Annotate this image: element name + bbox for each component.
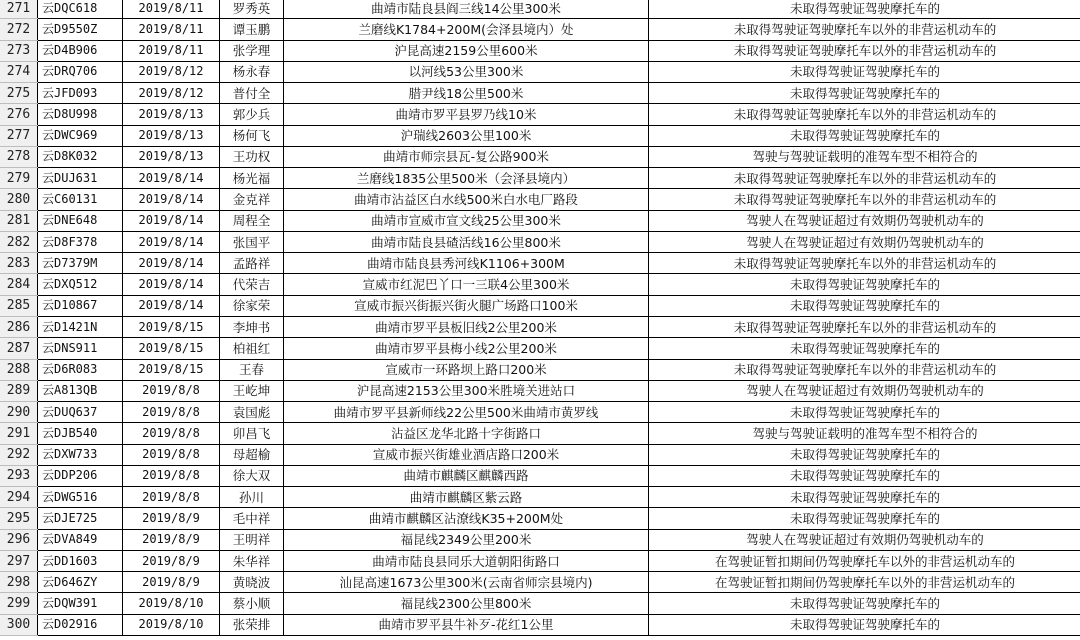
violation-cell[interactable]: 未取得驾驶证驾驶摩托车的 xyxy=(649,487,1080,508)
date-cell[interactable]: 2019/8/8 xyxy=(123,380,220,401)
location-cell[interactable]: 曲靖市罗平县新师线22公里500米曲靖市黄罗线 xyxy=(284,402,649,423)
table-row xyxy=(0,487,1080,508)
driver-name-cell[interactable]: 周程全 xyxy=(220,210,284,231)
driver-name-cell[interactable]: 徐家荣 xyxy=(220,295,284,316)
table-row xyxy=(0,125,1080,146)
date-cell[interactable]: 2019/8/15 xyxy=(123,338,220,359)
date-cell[interactable]: 2019/8/14 xyxy=(123,210,220,231)
violation-cell[interactable]: 未取得驾驶证驾驶摩托车的 xyxy=(649,614,1080,635)
row-number-cell[interactable]: 271 xyxy=(0,0,38,19)
driver-name-cell[interactable]: 母超榆 xyxy=(220,444,284,465)
row-number-cell[interactable]: 286 xyxy=(0,316,38,337)
location-cell[interactable]: 曲靖市麒麟区沾潦线K35+200M处 xyxy=(284,508,649,529)
plate-cell[interactable]: 云JFD093 xyxy=(38,83,123,104)
location-cell[interactable]: 曲靖市宣威市宣文线25公里300米 xyxy=(284,210,649,231)
driver-name-cell[interactable]: 王明祥 xyxy=(220,529,284,550)
violation-cell[interactable]: 未取得驾驶证驾驶摩托车以外的非营运机动车的 xyxy=(649,19,1080,40)
driver-name-cell[interactable]: 王春 xyxy=(220,359,284,380)
violation-cell[interactable]: 未取得驾驶证驾驶摩托车的 xyxy=(649,593,1080,614)
location-cell[interactable]: 曲靖市罗平县牛补歹-花红1公里 xyxy=(284,614,649,635)
violation-cell[interactable]: 未取得驾驶证驾驶摩托车的 xyxy=(649,0,1080,19)
driver-name-cell[interactable]: 黄晓波 xyxy=(220,572,284,593)
date-cell[interactable]: 2019/8/9 xyxy=(123,508,220,529)
violation-cell[interactable]: 未取得驾驶证驾驶摩托车的 xyxy=(649,402,1080,423)
table-row xyxy=(0,614,1080,635)
location-cell[interactable]: 曲靖市陆良县同乐大道朝阳街路口 xyxy=(284,550,649,571)
plate-cell[interactable]: 云DVA849 xyxy=(38,529,123,550)
driver-name-cell[interactable]: 张荣排 xyxy=(220,614,284,635)
plate-cell[interactable]: 云DQC618 xyxy=(38,0,123,19)
date-cell[interactable]: 2019/8/9 xyxy=(123,572,220,593)
location-cell[interactable]: 沪瑞线2603公里100米 xyxy=(284,125,649,146)
plate-cell[interactable]: 云DXW733 xyxy=(38,444,123,465)
plate-cell[interactable]: 云C60131 xyxy=(38,189,123,210)
date-cell[interactable]: 2019/8/15 xyxy=(123,359,220,380)
violation-cell[interactable]: 未取得驾驶证驾驶摩托车以外的非营运机动车的 xyxy=(649,253,1080,274)
violation-cell[interactable]: 驾驶人在驾驶证超过有效期仍驾驶机动车的 xyxy=(649,210,1080,231)
violation-cell[interactable]: 在驾驶证暂扣期间仍驾驶摩托车以外的非营运机动车的 xyxy=(649,572,1080,593)
violation-cell[interactable]: 未取得驾驶证驾驶摩托车的 xyxy=(649,465,1080,486)
row-number-cell[interactable]: 287 xyxy=(0,338,38,359)
date-cell[interactable]: 2019/8/13 xyxy=(123,125,220,146)
driver-name-cell[interactable]: 张国平 xyxy=(220,231,284,252)
plate-cell[interactable]: 云D8F378 xyxy=(38,231,123,252)
driver-name-cell[interactable]: 郭少兵 xyxy=(220,104,284,125)
violation-cell[interactable]: 驾驶人在驾驶证超过有效期仍驾驶机动车的 xyxy=(649,231,1080,252)
driver-name-cell[interactable]: 朱华祥 xyxy=(220,550,284,571)
driver-name-cell[interactable]: 金克祥 xyxy=(220,189,284,210)
violation-cell[interactable]: 未取得驾驶证驾驶摩托车的 xyxy=(649,444,1080,465)
location-cell[interactable]: 汕昆高速1673公里300米(云南省师宗县境内) xyxy=(284,572,649,593)
location-cell[interactable]: 沪昆高速2159公里600米 xyxy=(284,40,649,61)
date-cell[interactable]: 2019/8/8 xyxy=(123,423,220,444)
row-number-cell[interactable]: 293 xyxy=(0,465,38,486)
plate-cell[interactable]: 云DJB540 xyxy=(38,423,123,444)
table-row xyxy=(0,168,1080,189)
plate-cell[interactable]: 云D8K032 xyxy=(38,146,123,167)
violation-cell[interactable]: 未取得驾驶证驾驶摩托车的 xyxy=(649,338,1080,359)
row-number-cell[interactable]: 281 xyxy=(0,210,38,231)
plate-cell[interactable]: 云DNS911 xyxy=(38,338,123,359)
driver-name-cell[interactable]: 蔡小顺 xyxy=(220,593,284,614)
driver-name-cell[interactable]: 杨永春 xyxy=(220,61,284,82)
location-cell[interactable]: 曲靖市麒麟区紫云路 xyxy=(284,487,649,508)
table-row xyxy=(0,402,1080,423)
violation-cell[interactable]: 未取得驾驶证驾驶摩托车的 xyxy=(649,61,1080,82)
plate-cell[interactable]: 云D7379M xyxy=(38,253,123,274)
row-number-cell[interactable]: 297 xyxy=(0,550,38,571)
table-row xyxy=(0,550,1080,571)
row-number-cell[interactable]: 280 xyxy=(0,189,38,210)
violation-cell[interactable]: 驾驶与驾驶证载明的准驾车型不相符合的 xyxy=(649,146,1080,167)
location-cell[interactable]: 沪昆高速2153公里300米胜境关进站口 xyxy=(284,380,649,401)
violation-cell[interactable]: 未取得驾驶证驾驶摩托车以外的非营运机动车的 xyxy=(649,316,1080,337)
row-number-cell[interactable]: 295 xyxy=(0,508,38,529)
violation-cell[interactable]: 未取得驾驶证驾驶摩托车以外的非营运机动车的 xyxy=(649,359,1080,380)
violation-cell[interactable]: 未取得驾驶证驾驶摩托车以外的非营运机动车的 xyxy=(649,168,1080,189)
violation-cell[interactable]: 驾驶人在驾驶证超过有效期仍驾驶机动车的 xyxy=(649,380,1080,401)
location-cell[interactable]: 宣威市红泥巴丫口一三联4公里300米 xyxy=(284,274,649,295)
row-number-cell[interactable]: 299 xyxy=(0,593,38,614)
date-cell[interactable]: 2019/8/15 xyxy=(123,316,220,337)
row-number-cell[interactable]: 276 xyxy=(0,104,38,125)
plate-cell[interactable]: 云DQW391 xyxy=(38,593,123,614)
location-cell[interactable]: 曲靖市陆良县阎三线14公里300米 xyxy=(284,0,649,19)
plate-cell[interactable]: 云DWC969 xyxy=(38,125,123,146)
location-cell[interactable]: 沾益区龙华北路十字街路口 xyxy=(284,423,649,444)
location-cell[interactable]: 曲靖市罗平县板旧线2公里200米 xyxy=(284,316,649,337)
table-row xyxy=(0,295,1080,316)
driver-name-cell[interactable]: 李坤书 xyxy=(220,316,284,337)
row-number-cell[interactable]: 300 xyxy=(0,614,38,635)
driver-name-cell[interactable]: 代荣吉 xyxy=(220,274,284,295)
plate-cell[interactable]: 云DWG516 xyxy=(38,487,123,508)
table-row xyxy=(0,83,1080,104)
location-cell[interactable]: 曲靖市罗平县梅小线2公里200米 xyxy=(284,338,649,359)
table-row xyxy=(0,274,1080,295)
table-row xyxy=(0,359,1080,380)
plate-cell[interactable]: 云DD1603 xyxy=(38,550,123,571)
row-number-cell[interactable]: 289 xyxy=(0,380,38,401)
date-cell[interactable]: 2019/8/8 xyxy=(123,444,220,465)
row-number-cell[interactable]: 285 xyxy=(0,295,38,316)
row-number-cell[interactable]: 291 xyxy=(0,423,38,444)
violation-cell[interactable]: 未取得驾驶证驾驶摩托车的 xyxy=(649,83,1080,104)
table-row xyxy=(0,316,1080,337)
date-cell[interactable]: 2019/8/9 xyxy=(123,529,220,550)
driver-name-cell[interactable]: 孙川 xyxy=(220,487,284,508)
location-cell[interactable]: 宣威市振兴街雄业酒店路口200米 xyxy=(284,444,649,465)
row-number-cell[interactable]: 275 xyxy=(0,83,38,104)
row-number-cell[interactable]: 277 xyxy=(0,125,38,146)
plate-cell[interactable]: 云DXQ512 xyxy=(38,274,123,295)
row-number-cell[interactable]: 294 xyxy=(0,487,38,508)
violation-cell[interactable]: 未取得驾驶证驾驶摩托车的 xyxy=(649,125,1080,146)
driver-name-cell[interactable]: 普付全 xyxy=(220,83,284,104)
table-row xyxy=(0,508,1080,529)
violation-cell[interactable]: 未取得驾驶证驾驶摩托车以外的非营运机动车的 xyxy=(649,189,1080,210)
table-row xyxy=(0,529,1080,550)
row-number-cell[interactable]: 284 xyxy=(0,274,38,295)
table-row xyxy=(0,40,1080,61)
plate-cell[interactable]: 云D4B906 xyxy=(38,40,123,61)
table-row xyxy=(0,210,1080,231)
location-cell[interactable]: 宣威市一环路坝上路口200米 xyxy=(284,359,649,380)
driver-name-cell[interactable]: 孟路祥 xyxy=(220,253,284,274)
row-number-cell[interactable]: 274 xyxy=(0,61,38,82)
date-cell[interactable]: 2019/8/8 xyxy=(123,487,220,508)
location-cell[interactable]: 宣威市振兴街振兴街火腿广场路口100米 xyxy=(284,295,649,316)
driver-name-cell[interactable]: 杨何飞 xyxy=(220,125,284,146)
table-row xyxy=(0,19,1080,40)
table-row xyxy=(0,146,1080,167)
driver-name-cell[interactable]: 王屹坤 xyxy=(220,380,284,401)
table-row xyxy=(0,189,1080,210)
location-cell[interactable]: 曲靖市麒麟区麒麟西路 xyxy=(284,465,649,486)
driver-name-cell[interactable]: 罗秀英 xyxy=(220,0,284,19)
driver-name-cell[interactable]: 柏祖红 xyxy=(220,338,284,359)
table-row xyxy=(0,465,1080,486)
row-number-cell[interactable]: 282 xyxy=(0,231,38,252)
location-cell[interactable]: 曲靖市罗平县罗乃线10米 xyxy=(284,104,649,125)
driver-name-cell[interactable]: 毛中祥 xyxy=(220,508,284,529)
driver-name-cell[interactable]: 谭玉鹏 xyxy=(220,19,284,40)
date-cell[interactable]: 2019/8/14 xyxy=(123,253,220,274)
plate-cell[interactable]: 云DJE725 xyxy=(38,508,123,529)
location-cell[interactable]: 兰磨线1835公里500米（会泽县境内） xyxy=(284,168,649,189)
location-cell[interactable]: 兰磨线K1784+200M(会泽县境内）处 xyxy=(284,19,649,40)
date-cell[interactable]: 2019/8/14 xyxy=(123,168,220,189)
date-cell[interactable]: 2019/8/13 xyxy=(123,104,220,125)
location-cell[interactable]: 福昆线2300公里800米 xyxy=(284,593,649,614)
table-row xyxy=(0,572,1080,593)
date-cell[interactable]: 2019/8/13 xyxy=(123,146,220,167)
table-row xyxy=(0,61,1080,82)
date-cell[interactable]: 2019/8/11 xyxy=(123,19,220,40)
date-cell[interactable]: 2019/8/11 xyxy=(123,40,220,61)
table-row xyxy=(0,444,1080,465)
violation-cell[interactable]: 未取得驾驶证驾驶摩托车的 xyxy=(649,274,1080,295)
violation-cell[interactable]: 在驾驶证暂扣期间仍驾驶摩托车以外的非营运机动车的 xyxy=(649,550,1080,571)
plate-cell[interactable]: 云D8U998 xyxy=(38,104,123,125)
violation-cell[interactable]: 未取得驾驶证驾驶摩托车以外的非营运机动车的 xyxy=(649,40,1080,61)
row-number-cell[interactable]: 273 xyxy=(0,40,38,61)
plate-cell[interactable]: 云D10867 xyxy=(38,295,123,316)
table-row xyxy=(0,253,1080,274)
driver-name-cell[interactable]: 张学理 xyxy=(220,40,284,61)
location-cell[interactable]: 以河线53公里300米 xyxy=(284,61,649,82)
date-cell[interactable]: 2019/8/14 xyxy=(123,295,220,316)
date-cell[interactable]: 2019/8/14 xyxy=(123,231,220,252)
date-cell[interactable]: 2019/8/14 xyxy=(123,189,220,210)
row-number-cell[interactable]: 296 xyxy=(0,529,38,550)
date-cell[interactable]: 2019/8/10 xyxy=(123,593,220,614)
location-cell[interactable]: 曲靖市沾益区白水线500米白水电厂路段 xyxy=(284,189,649,210)
plate-cell[interactable]: 云DRQ706 xyxy=(38,61,123,82)
row-number-cell[interactable]: 290 xyxy=(0,402,38,423)
location-cell[interactable]: 腊尹线18公里500米 xyxy=(284,83,649,104)
plate-cell[interactable]: 云A813QB xyxy=(38,380,123,401)
row-number-cell[interactable]: 279 xyxy=(0,168,38,189)
plate-cell[interactable]: 云D646ZY xyxy=(38,572,123,593)
row-number-cell[interactable]: 283 xyxy=(0,253,38,274)
date-cell[interactable]: 2019/8/11 xyxy=(123,0,220,19)
date-cell[interactable]: 2019/8/9 xyxy=(123,550,220,571)
date-cell[interactable]: 2019/8/8 xyxy=(123,465,220,486)
table-row xyxy=(0,231,1080,252)
location-cell[interactable]: 福昆线2349公里200米 xyxy=(284,529,649,550)
driver-name-cell[interactable]: 徐大双 xyxy=(220,465,284,486)
plate-cell[interactable]: 云D1421N xyxy=(38,316,123,337)
date-cell[interactable]: 2019/8/12 xyxy=(123,61,220,82)
row-number-cell[interactable]: 272 xyxy=(0,19,38,40)
table-row xyxy=(0,423,1080,444)
violation-cell[interactable]: 未取得驾驶证驾驶摩托车的 xyxy=(649,295,1080,316)
plate-cell[interactable]: 云D6R083 xyxy=(38,359,123,380)
driver-name-cell[interactable]: 杨光福 xyxy=(220,168,284,189)
row-number-cell[interactable]: 298 xyxy=(0,572,38,593)
table-row xyxy=(0,380,1080,401)
row-number-cell[interactable]: 278 xyxy=(0,146,38,167)
location-cell[interactable]: 曲靖市陆良县碴活线16公里800米 xyxy=(284,231,649,252)
plate-cell[interactable]: 云DUQ637 xyxy=(38,402,123,423)
driver-name-cell[interactable]: 袁国彪 xyxy=(220,402,284,423)
violation-cell[interactable]: 驾驶人在驾驶证超过有效期仍驾驶机动车的 xyxy=(649,529,1080,550)
row-number-cell[interactable]: 288 xyxy=(0,359,38,380)
violation-cell[interactable]: 驾驶与驾驶证载明的准驾车型不相符合的 xyxy=(649,423,1080,444)
plate-cell[interactable]: 云DUJ631 xyxy=(38,168,123,189)
plate-cell[interactable]: 云DDP206 xyxy=(38,465,123,486)
date-cell[interactable]: 2019/8/10 xyxy=(123,614,220,635)
table-row xyxy=(0,593,1080,614)
date-cell[interactable]: 2019/8/8 xyxy=(123,402,220,423)
plate-cell[interactable]: 云D02916 xyxy=(38,614,123,635)
location-cell[interactable]: 曲靖市陆良县秀河线K1106+300M xyxy=(284,253,649,274)
table-row xyxy=(0,338,1080,359)
date-cell[interactable]: 2019/8/14 xyxy=(123,274,220,295)
driver-name-cell[interactable]: 王功权 xyxy=(220,146,284,167)
violation-cell[interactable]: 未取得驾驶证驾驶摩托车以外的非营运机动车的 xyxy=(649,104,1080,125)
date-cell[interactable]: 2019/8/12 xyxy=(123,83,220,104)
location-cell[interactable]: 曲靖市师宗县瓦-复公路900米 xyxy=(284,146,649,167)
plate-cell[interactable]: 云DNE648 xyxy=(38,210,123,231)
driver-name-cell[interactable]: 卯昌飞 xyxy=(220,423,284,444)
violation-cell[interactable]: 未取得驾驶证驾驶摩托车的 xyxy=(649,508,1080,529)
table-row xyxy=(0,0,1080,19)
table-row xyxy=(0,104,1080,125)
row-number-cell[interactable]: 292 xyxy=(0,444,38,465)
plate-cell[interactable]: 云D9550Z xyxy=(38,19,123,40)
